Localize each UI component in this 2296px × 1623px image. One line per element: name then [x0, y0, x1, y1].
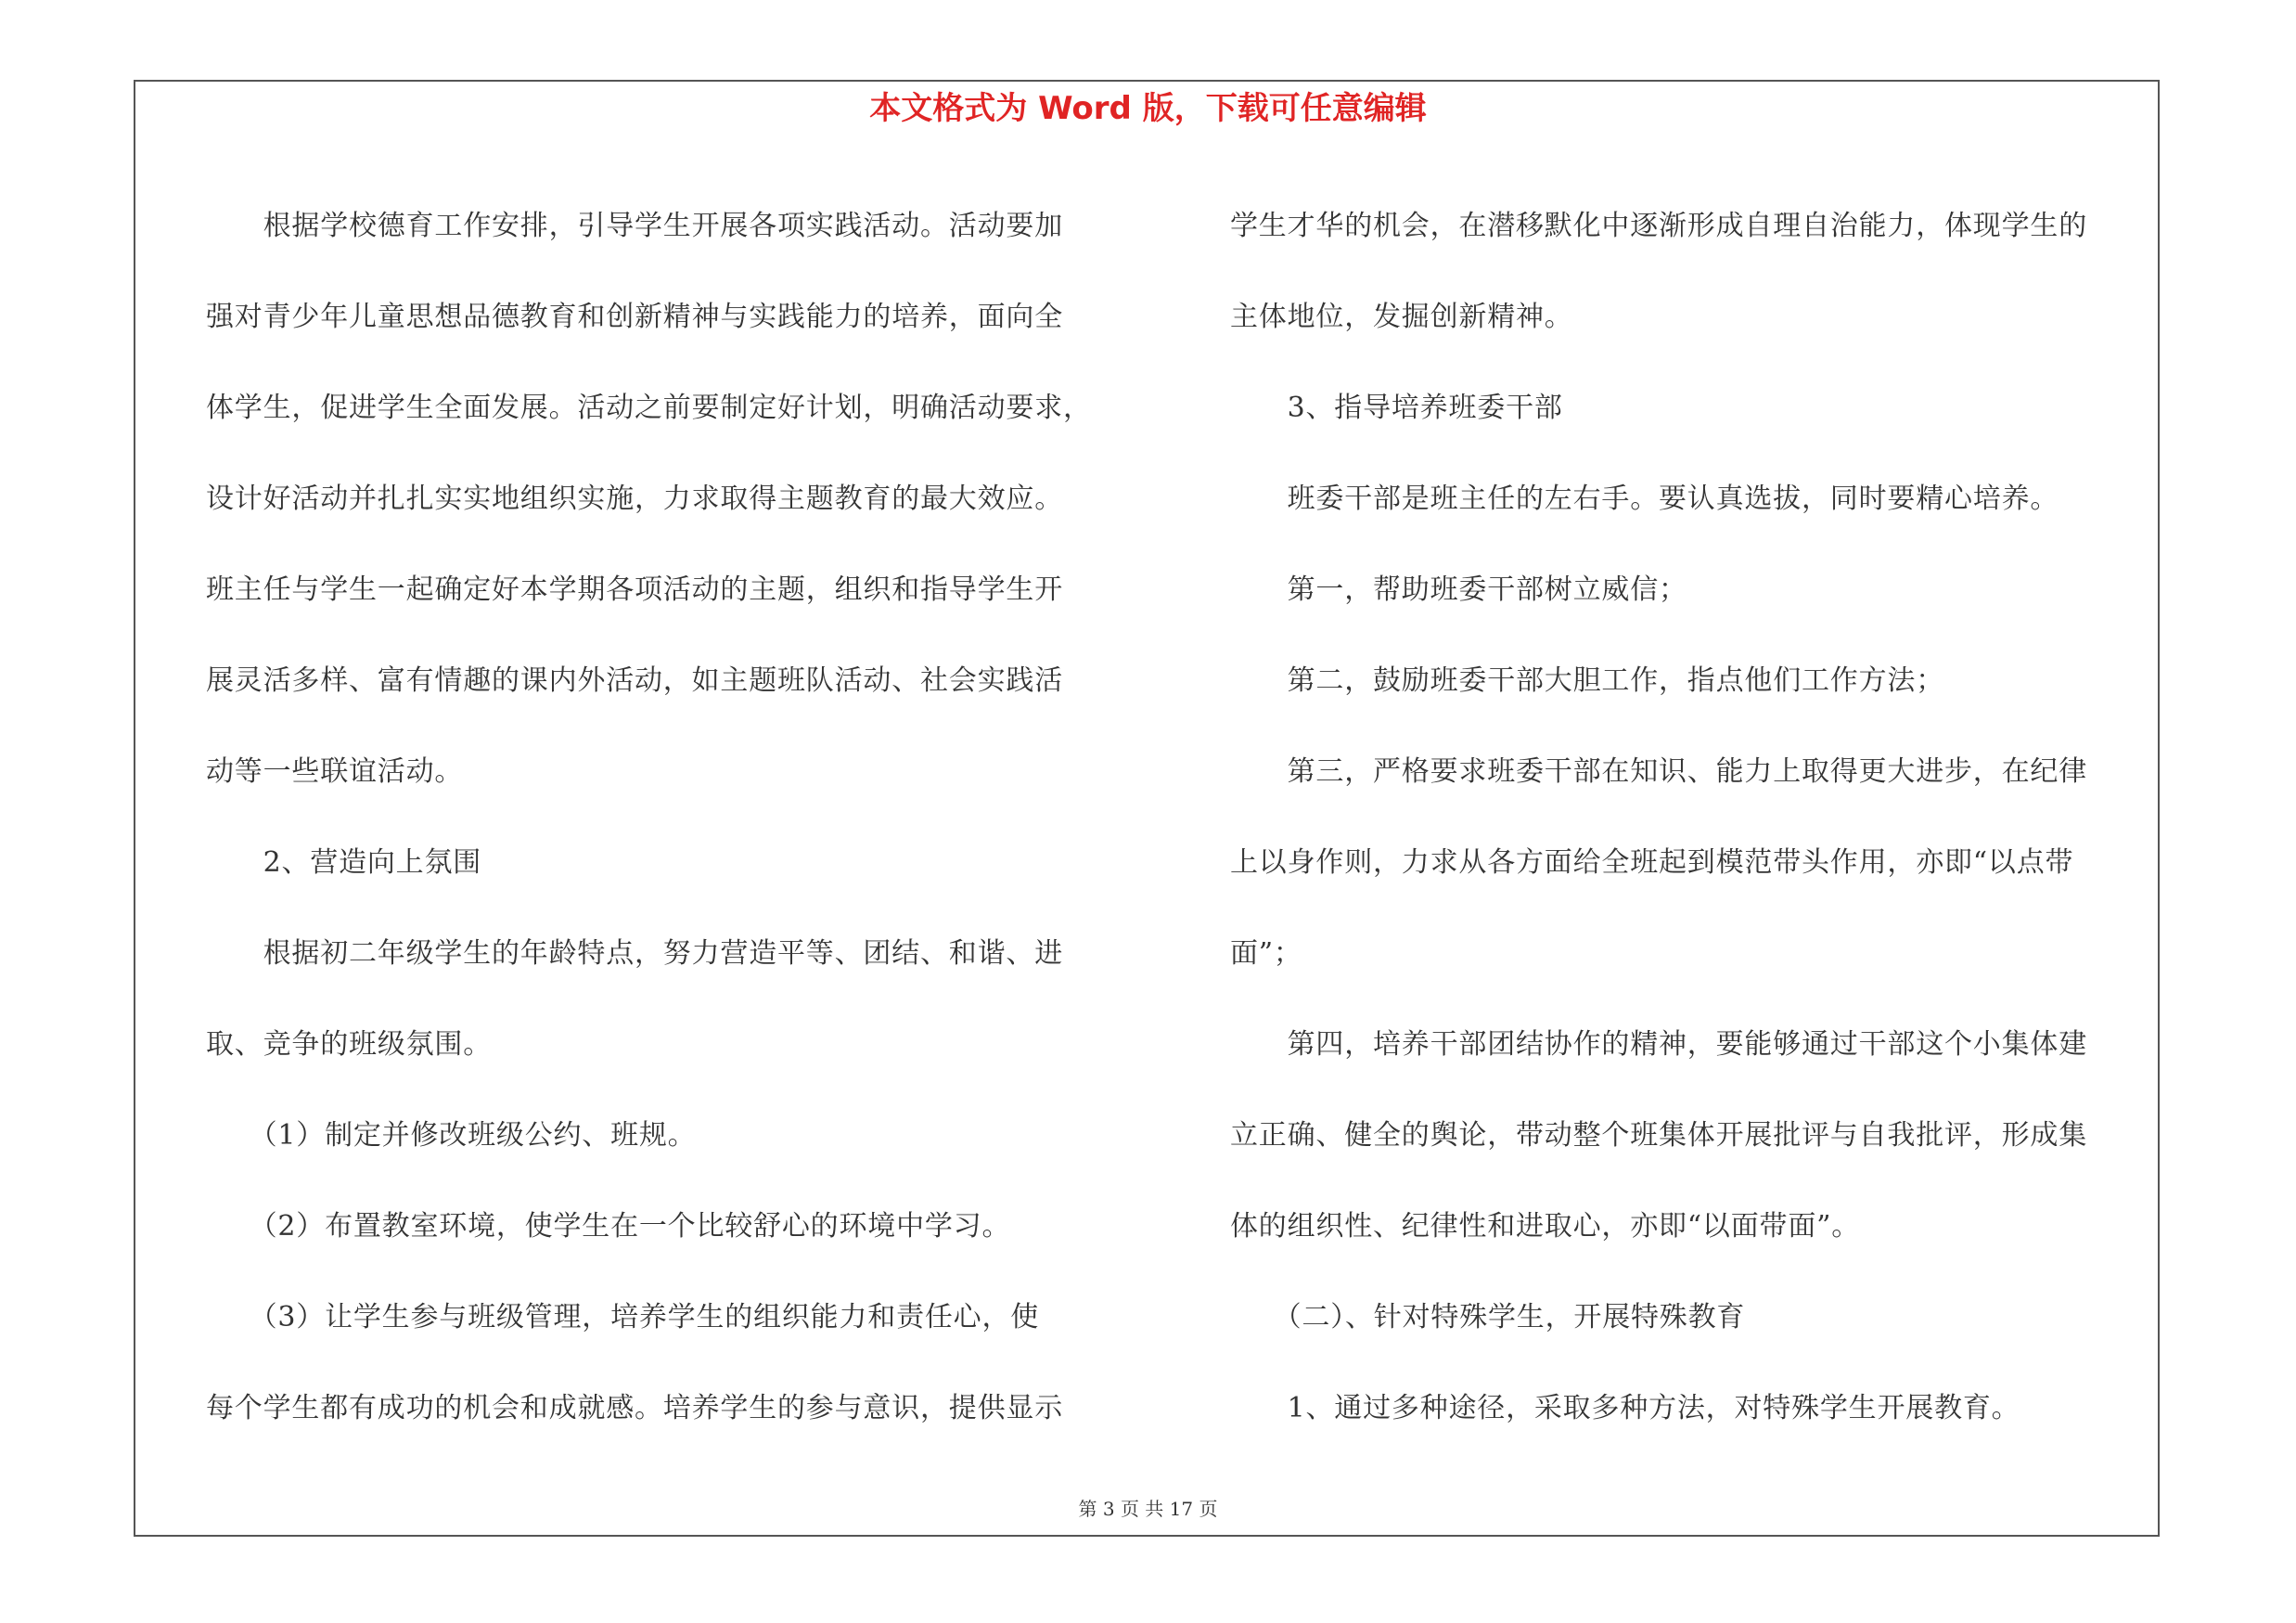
paragraph-line: 班主任与学生一起确定好本学期各项活动的主题，组织和指导学生开	[206, 573, 1063, 606]
paragraph-line: 强对青少年儿童思想品德教育和创新精神与实践能力的培养，面向全	[206, 301, 1063, 333]
paragraph-line: 每个学生都有成功的机会和成就感。培养学生的参与意识，提供显示	[206, 1392, 1063, 1424]
paragraph-line: 班委干部是班主任的左右手。要认真选拔，同时要精心培养。	[1230, 483, 2059, 515]
list-item: （1）制定并修改班级公约、班规。	[206, 1119, 697, 1152]
paragraph-line: 主体地位，发掘创新精神。	[1230, 301, 1573, 333]
paragraph-line: 动等一些联谊活动。	[206, 755, 464, 788]
list-item: （2）布置教室环境，使学生在一个比较舒心的环境中学习。	[206, 1210, 1011, 1243]
paragraph-line: 根据学校德育工作安排，引导学生开展各项实践活动。活动要加	[206, 210, 1063, 242]
list-item: （3）让学生参与班级管理，培养学生的组织能力和责任心，使	[206, 1301, 1040, 1333]
list-item: 第二，鼓励班委干部大胆工作，指点他们工作方法；	[1230, 664, 1944, 697]
paragraph-line: 根据初二年级学生的年龄特点，努力营造平等、团结、和谐、进	[206, 937, 1063, 970]
paragraph-line: 上以身作则，力求从各方面给全班起到模范带头作用，亦即“以点带	[1230, 846, 2074, 879]
section-heading: 3、指导培养班委干部	[1230, 392, 1563, 424]
section-heading: （二）、针对特殊学生，开展特殊教育	[1230, 1301, 1746, 1333]
paragraph-line: 体的组织性、纪律性和进取心，亦即“以面带面”。	[1230, 1210, 1861, 1243]
paragraph-line: 体学生，促进学生全面发展。活动之前要制定好计划，明确活动要求，	[206, 392, 1092, 424]
paragraph-line: 展灵活多样、富有情趣的课内外活动，如主题班队活动、社会实践活	[206, 664, 1063, 697]
paragraph-line: 立正确、健全的舆论，带动整个班集体开展批评与自我批评，形成集	[1230, 1119, 2087, 1152]
page-number: 第 3 页 共 17 页	[1078, 1498, 1218, 1520]
paragraph-line: 1、通过多种途径，采取多种方法，对特殊学生开展教育。	[1230, 1392, 2020, 1424]
document-banner: 本文格式为 Word 版，下载可任意编辑	[869, 90, 1427, 127]
list-item: 第三，严格要求班委干部在知识、能力上取得更大进步，在纪律	[1230, 755, 2087, 788]
section-heading: 2、营造向上氛围	[206, 846, 482, 879]
paragraph-line: 面”；	[1230, 937, 1302, 970]
left-column	[206, 181, 1134, 1454]
paragraph-line: 取、竞争的班级氛围。	[206, 1028, 492, 1061]
paragraph-line: 学生才华的机会，在潜移默化中逐渐形成自理自治能力，体现学生的	[1230, 210, 2087, 242]
list-item: 第四，培养干部团结协作的精神，要能够通过干部这个小集体建	[1230, 1028, 2087, 1061]
paragraph-line: 设计好活动并扎扎实实地组织实施，力求取得主题教育的最大效应。	[206, 483, 1063, 515]
right-column	[1230, 181, 2158, 1454]
list-item: 第一，帮助班委干部树立威信；	[1230, 573, 1687, 606]
